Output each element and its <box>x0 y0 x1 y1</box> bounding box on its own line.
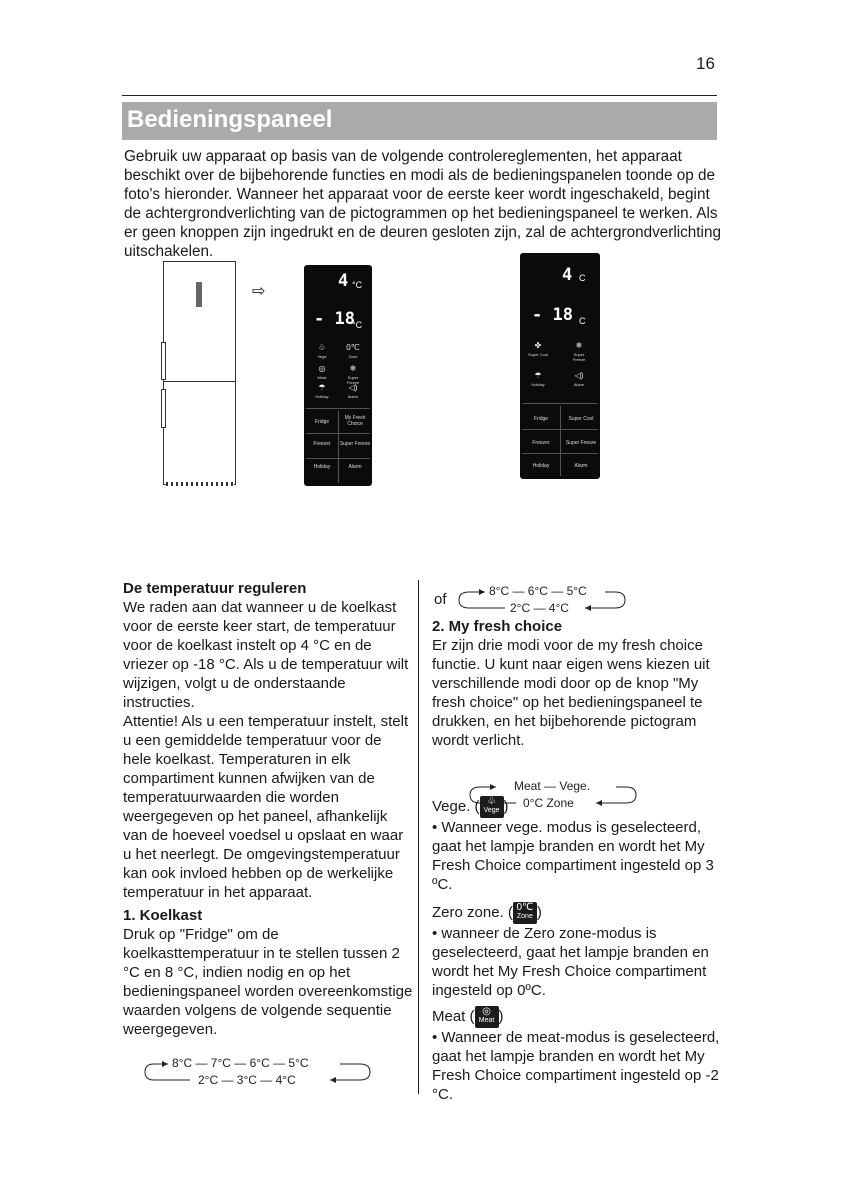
panel-holiday-icon: ☂ <box>318 383 326 392</box>
mode-descriptions: Vege. ( ♧ Vege ) • Wanneer vege. modus is geselecteerd, gaat het lampje branden en wordt het My Fresh Choice compartiment ingesteld op 3 ºC. Zero zone. ( 0℃ Zone ) • wanneer de Zero zone-modus is geselecteerd, gaat het lampje branden en wordt het My Fresh Choice compartiment ingesteld op 0ºC. Meat ( ◎ Meat ) • Wanneer de meat-modus is geselecteerd, gaat het lampje branden en wordt het My Fresh Choice compartiment ingesteld op -2 °C. <box>432 796 722 1104</box>
meat-label: Meat ( <box>432 1007 475 1025</box>
freezer-temp: - 18 <box>532 305 573 325</box>
panel-button-fridge[interactable]: Fridge <box>314 419 330 425</box>
sequence-top: 8°C — 7°C — 6°C — 5°C <box>172 1056 309 1070</box>
vege-icon: ♧ Vege <box>480 796 504 818</box>
fridge-handle-upper <box>161 342 166 380</box>
panel-button-freezer[interactable]: Freezer <box>313 441 331 447</box>
heading-my-fresh: 2. My fresh choice <box>432 618 563 635</box>
panel-alarm-icon: ◁) <box>348 383 358 392</box>
arrow-icon: ⇨ <box>252 283 266 300</box>
panel-button-holiday[interactable]: Holiday <box>532 463 550 469</box>
vege-label: Vege. ( <box>432 797 480 815</box>
header-rule <box>122 95 717 96</box>
panel-icon-label: Holiday <box>315 394 329 399</box>
panel-button-super-cool[interactable]: Super Cool <box>568 416 594 422</box>
panel-button-alarm[interactable]: Alarm <box>574 463 588 469</box>
paragraph-my-fresh: Er zijn drie modi voor de my fresh choice functie. U kunt naar eigen wens kiezen uit verschillende modi door op de knop "My fresh choice" op het bedieningspaneel te drukken, en het bijbehorende pictogram wordt verlicht. <box>432 637 710 749</box>
panel-icon-label: Super Freeze <box>572 352 586 362</box>
fridge-handle-lower <box>161 389 166 428</box>
sequence-top: 8°C — 6°C — 5°C <box>489 584 587 598</box>
or-label: of <box>434 591 447 608</box>
right-column <box>432 617 722 750</box>
panel-button-freezer[interactable]: Freezer <box>532 440 550 446</box>
sequence-top: Meat — Vege. <box>514 779 591 793</box>
fridge-sequence-alt-diagram <box>455 583 630 613</box>
sequence-bottom: 2°C — 3°C — 4°C <box>198 1073 296 1087</box>
fridge-deg-unit: °C <box>352 280 363 290</box>
panel-button-my-fresh-choice[interactable]: My Fresh Choice <box>344 415 366 427</box>
sequence-bottom: 0°C Zone <box>523 796 574 810</box>
fridge-base <box>166 482 234 486</box>
freezer-deg-unit: °C <box>352 320 363 330</box>
control-panel-super-cool <box>520 253 600 479</box>
section-title: Bedieningspaneel <box>127 106 333 133</box>
panel-icon-label: Meat <box>317 375 327 380</box>
panel-button-holiday[interactable]: Holiday <box>313 464 331 470</box>
panel-button-alarm[interactable]: Alarm <box>348 464 362 470</box>
meat-icon: ◎ Meat <box>475 1006 499 1028</box>
panel-zone-icon: 0℃ <box>346 343 360 352</box>
panel-super-cool-icon: ✤ <box>534 341 542 350</box>
zero-label: Zero zone. ( <box>432 903 513 921</box>
panel-super-freeze-icon: ❄ <box>349 364 357 373</box>
fridge-temp: 4 <box>338 271 349 291</box>
panel-icon-label: Alarm <box>573 382 585 387</box>
heading-temperature: De temperatuur reguleren <box>123 580 307 597</box>
panel-icon-label: Holiday <box>531 382 545 387</box>
paragraph-recommend: We raden aan dat wanneer u de koelkast voor de eerste keer start, de temperatuur voor de koelkast instelt op 4 °C en de vriezer op -18 °C. Als u de temperatuur wilt wijzigen, volgt u de onderstaande instructies. <box>123 599 409 711</box>
section-banner <box>122 102 717 140</box>
panel-icon-label: Super Freeze <box>346 375 360 385</box>
meat-text: • Wanneer de meat-modus is geselecteerd, gaat het lampje branden en wordt het My Fresh Choice compartiment ingesteld op -2 °C. <box>432 1029 720 1103</box>
fridge-door-divider <box>163 381 236 382</box>
fridge-deg-unit: C <box>579 273 586 283</box>
intro-paragraph <box>124 147 724 261</box>
page-number: 16 <box>696 54 715 73</box>
panel-vege-icon: ♧ <box>318 343 326 352</box>
panel-icon-label: Alarm <box>347 394 359 399</box>
panel-icon-label: Super Cool <box>527 352 548 357</box>
vege-text: • Wanneer vege. modus is geselecteerd, gaat het lampje branden en wordt het My Fresh Choice compartiment ingesteld op 3 ºC. <box>432 819 714 893</box>
heading-koelkast: 1. Koelkast <box>123 907 203 924</box>
panel-icon-label: Vege <box>317 354 327 359</box>
intro-text: Gebruik uw apparaat op basis van de volgende controlereglementen, het apparaat beschikt over de bijbehorende functies en modi als de bedieningspanelen toonde op de foto's hieronder. Wanneer het apparaat voor de eerste keer wordt ingeschakeld, begint de achtergrondverlichting van de pictogrammen op het bedieningspaneel te werken. Als er geen knoppen zijn ingedrukt en de deuren gesloten zijn, zal de achtergrondverlichting uitschakelen. <box>124 148 721 260</box>
freezer-temp: - 18 <box>314 309 355 329</box>
panel-icon-label: Zone <box>348 354 358 359</box>
panel-holiday-icon: ☂ <box>534 371 542 380</box>
column-separator <box>418 580 419 1094</box>
panel-button-super-freeze[interactable]: Super Freeze <box>339 441 371 447</box>
panel-alarm-icon: ◁) <box>574 371 584 380</box>
control-panel-my-fresh <box>304 265 372 486</box>
panel-meat-icon: ◎ <box>318 364 326 373</box>
paragraph-attention: Attentie! Als u een temperatuur instelt, stelt u een gemiddelde temperatuur voor de hele koelkast. Temperaturen in elk compartiment kunnen afwijken van de temperatuurwaarden die worden weergegeven op het paneel, afhankelijk van de hoeveel voedsel u opslaat en waar u het neerlegt. De omgevingstemperatuur kan ook invloed hebben op de werkelijke temperatuur in het apparaat. <box>123 713 409 901</box>
panel-button-fridge[interactable]: Fridge <box>533 416 549 422</box>
zero-text: • wanneer de Zero zone-modus is geselecteerd, gaat het lampje branden en wordt het My Fresh Choice compartiment ingesteld op 0ºC. <box>432 925 709 999</box>
paragraph-fridge: Druk op "Fridge" om de koelkasttemperatuur in te stellen tussen 2 °C en 8 °C, indien nodig en op het bedieningspaneel worden overeenkomstige waarden volgens de volgende sequentie weergegeven. <box>123 926 413 1038</box>
panel-button-super-freeze[interactable]: Super Freeze <box>565 440 597 446</box>
zero-zone-icon: 0℃ Zone <box>513 902 537 924</box>
sequence-bottom: 2°C — 4°C <box>510 601 569 615</box>
left-column <box>123 579 413 1039</box>
panel-super-freeze-icon: ❄ <box>575 341 583 350</box>
fridge-temp: 4 <box>562 265 573 285</box>
freezer-deg-unit: C <box>579 316 586 326</box>
fridge-display <box>196 282 202 307</box>
fridge-sequence-diagram <box>140 1055 375 1085</box>
